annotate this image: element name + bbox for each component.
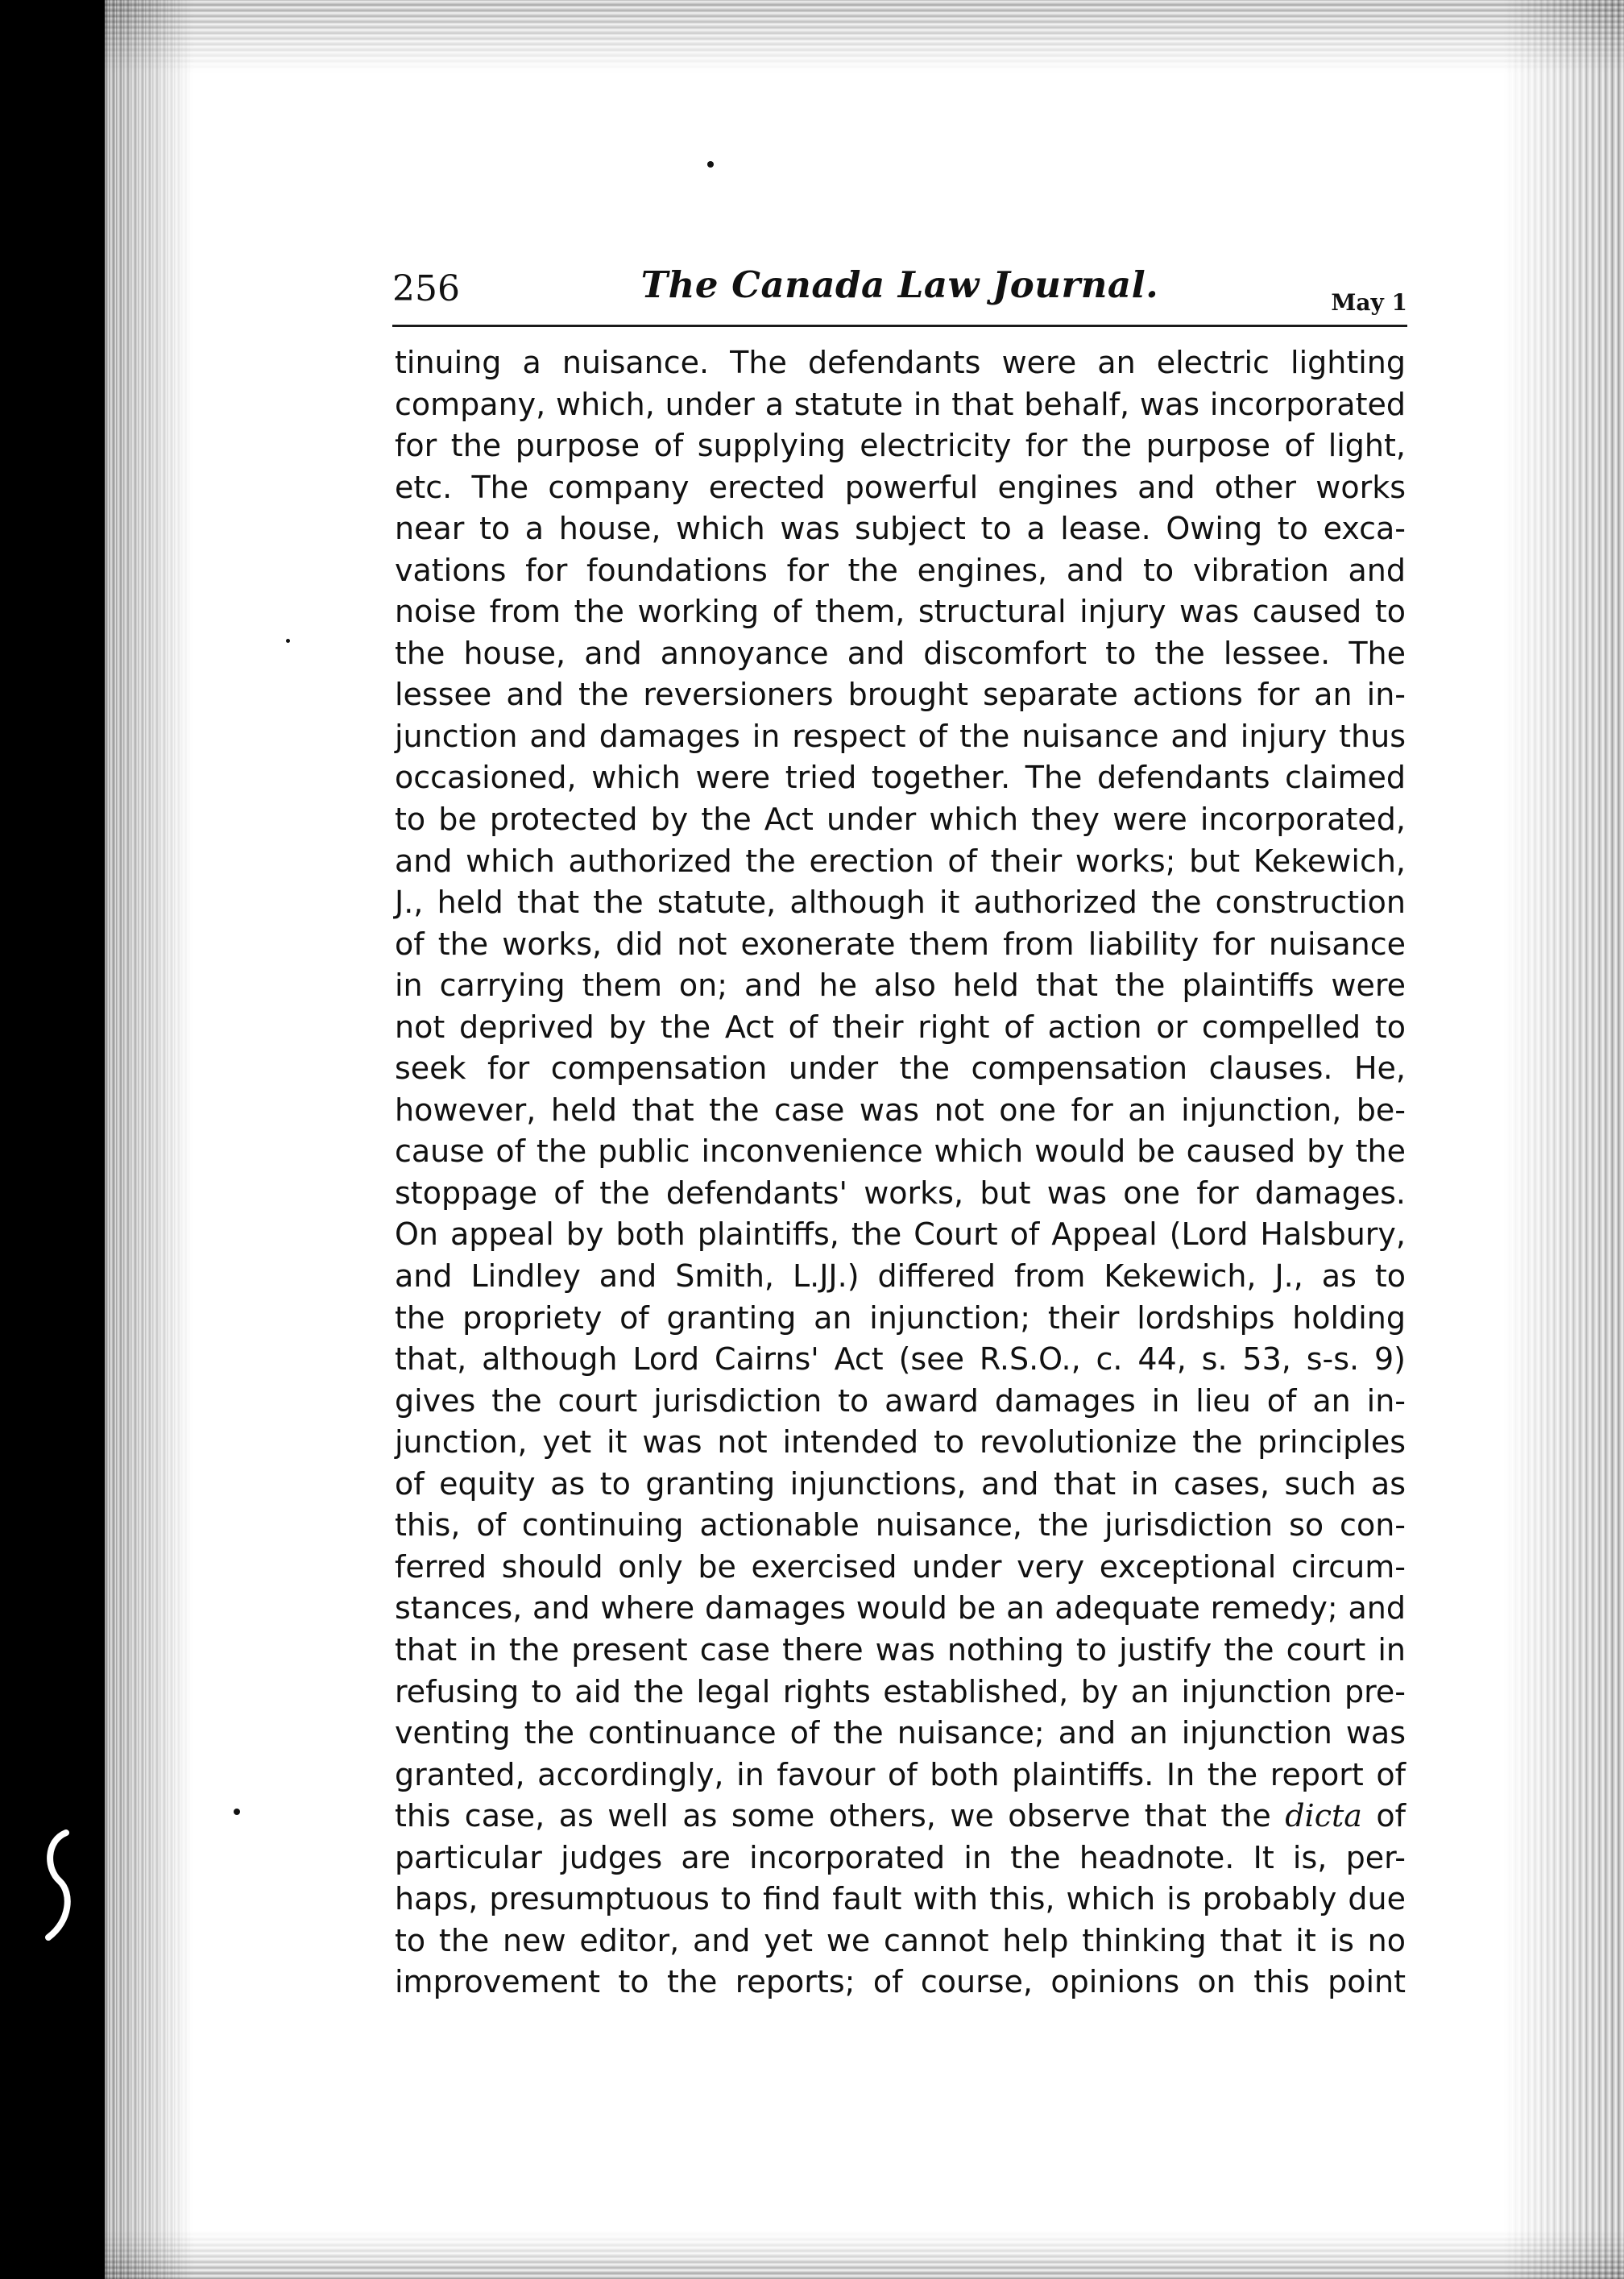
text-line: ferred should only be exercised under very exceptional circum- bbox=[395, 1548, 1406, 1585]
scan-shadow-top bbox=[105, 0, 1624, 73]
text-line: vations for foundations for the engines, and to vibration and bbox=[395, 552, 1406, 588]
body-text bbox=[395, 342, 1406, 2003]
text-line: seek for compensation under the compensation clauses. He, bbox=[395, 1050, 1406, 1087]
text-line: occasioned, which were tried together. The defendants claimed bbox=[395, 760, 1406, 796]
binding-clip-mark bbox=[42, 1829, 74, 1941]
page-number: 256 bbox=[392, 268, 460, 309]
text-line: this, of continuing actionable nuisance, the jurisdiction so con- bbox=[395, 1507, 1406, 1544]
text-line: haps, presumptuous to find fault with this, which is probably due bbox=[395, 1881, 1406, 1917]
italic-word: dicta bbox=[1285, 1798, 1362, 1834]
text-line: junction, yet it was not intended to revolutionize the principles bbox=[395, 1424, 1406, 1461]
scan-shadow-left bbox=[0, 0, 193, 2279]
text-line: of equity as to granting injunctions, and that in cases, such as bbox=[395, 1465, 1406, 1502]
text-line: refusing to aid the legal rights established, by an injunction pre- bbox=[395, 1673, 1406, 1709]
text-line: noise from the working of them, structural injury was caused to bbox=[395, 594, 1406, 630]
text-line: in carrying them on; and he also held that the plaintiffs were bbox=[395, 968, 1406, 1004]
text-line: to be protected by the Act under which they were incorporated, bbox=[395, 802, 1406, 838]
issue-date: May 1 bbox=[1331, 289, 1407, 316]
text-line: improvement to the reports; of course, opinions on this point bbox=[395, 1964, 1406, 2000]
text-line: company, which, under a statute in that behalf, was incorporated bbox=[395, 386, 1406, 422]
text-line: the house, and annoyance and discomfort to the lessee. The bbox=[395, 635, 1406, 671]
text-line: On appeal by both plaintiffs, the Court of Appeal (Lord Halsbury, bbox=[395, 1216, 1406, 1253]
text-line: etc. The company erected powerful engines and other works bbox=[395, 469, 1406, 505]
text-line: cause of the public inconvenience which would be caused by the bbox=[395, 1133, 1406, 1170]
text-line: J., held that the statute, although it authorized the construction bbox=[395, 885, 1406, 921]
text-line: that, although Lord Cairns' Act (see R.S.O., c. 44, s. 53, s-s. 9) bbox=[395, 1341, 1406, 1378]
text-line: granted, accordingly, in favour of both plaintiffs. In the report of bbox=[395, 1756, 1406, 1792]
text-line: however, held that the case was not one for an injunction, be- bbox=[395, 1092, 1406, 1128]
scan-speck bbox=[286, 639, 290, 643]
text-line: particular judges are incorporated in the headnote. It is, per- bbox=[395, 1839, 1406, 1875]
text-line: stances, and where damages would be an adequate remedy; and bbox=[395, 1590, 1406, 1626]
text-line: not deprived by the Act of their right of action or compelled to bbox=[395, 1009, 1406, 1045]
text-line: to the new editor, and yet we cannot help thinking that it is no bbox=[395, 1922, 1406, 1958]
text-line: venting the continuance of the nuisance; and an injunction was bbox=[395, 1715, 1406, 1751]
text-line: for the purpose of supplying electricity for the purpose of light, bbox=[395, 428, 1406, 464]
scan-speck bbox=[707, 161, 714, 168]
scan-speck bbox=[234, 1809, 240, 1815]
text-line: junction and damages in respect of the nuisance and injury thus bbox=[395, 718, 1406, 754]
text-line: of the works, did not exonerate them from liability for nuisance bbox=[395, 926, 1406, 962]
text-line: near to a house, which was subject to a lease. Owing to exca- bbox=[395, 511, 1406, 547]
text-line: lessee and the reversioners brought separate actions for an in- bbox=[395, 677, 1406, 713]
scan-shadow-bottom bbox=[105, 2231, 1624, 2279]
text-line: that in the present case there was nothing to justify the court in bbox=[395, 1631, 1406, 1668]
page-header bbox=[392, 262, 1407, 327]
text-line: stoppage of the defendants' works, but was one for damages. bbox=[395, 1175, 1406, 1211]
text-line: the propriety of granting an injunction; their lordships holding bbox=[395, 1299, 1406, 1336]
text-line: gives the court jurisdiction to award damages in lieu of an in- bbox=[395, 1382, 1406, 1419]
text-line: and which authorized the erection of their works; but Kekewich, bbox=[395, 843, 1406, 879]
text-line: and Lindley and Smith, L.JJ.) differed from Kekewich, J., as to bbox=[395, 1258, 1406, 1295]
running-title: The Canada Law Journal. bbox=[640, 263, 1159, 306]
scan-shadow-right bbox=[1503, 0, 1624, 2279]
text-line: this case, as well as some others, we observe that the dicta of bbox=[395, 1798, 1406, 1834]
text-line: tinuing a nuisance. The defendants were an electric lighting bbox=[395, 345, 1406, 380]
